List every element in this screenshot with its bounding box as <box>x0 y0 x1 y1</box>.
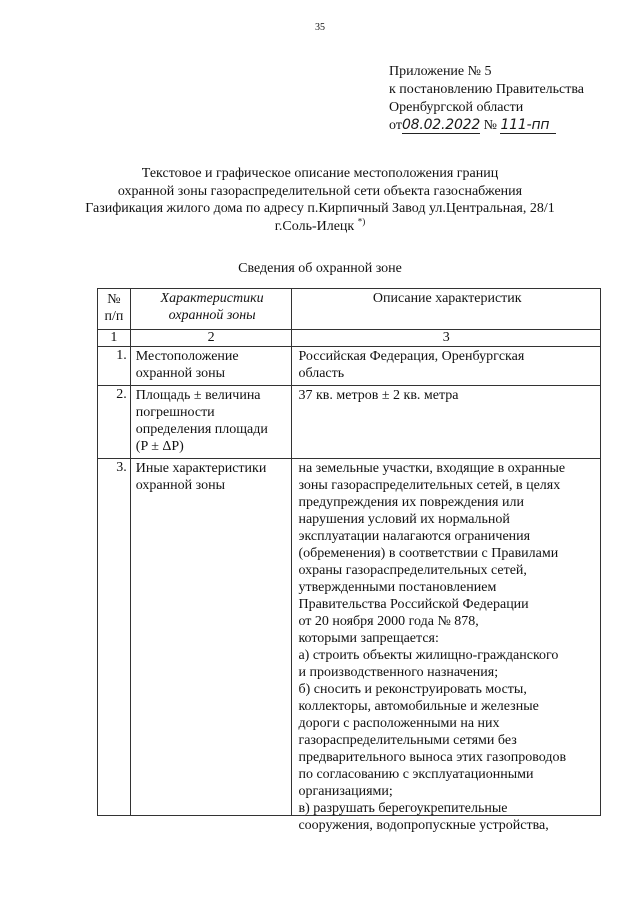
table-row <box>98 347 601 386</box>
date-prefix: от <box>389 118 402 133</box>
appendix-line-3: Оренбургской области <box>389 100 524 115</box>
row-characteristic: Иные характеристики охранной зоны <box>130 459 292 816</box>
number-prefix: № <box>483 118 497 133</box>
header-number: № п/п <box>98 289 131 330</box>
index-cell: 1 <box>98 330 131 347</box>
row-characteristic: Местоположение охранной зоны <box>130 347 292 386</box>
document-title <box>0 165 640 235</box>
handwritten-number: 111-пп <box>500 118 556 134</box>
row-number: 3. <box>98 459 131 816</box>
header-characteristics: Характеристики охранной зоны <box>130 289 292 330</box>
zone-info-table <box>97 288 601 833</box>
title-line-1: Текстовое и графическое описание местоположения границ <box>141 166 499 181</box>
row-number: 1. <box>98 347 131 386</box>
handwritten-date: 08.02.2022 <box>401 117 481 133</box>
row-characteristic: Площадь ± величина погрешности определения площади (P ± ΔP) <box>130 386 292 459</box>
table-row <box>98 386 601 459</box>
row-number: 2. <box>98 386 131 459</box>
row-description: 37 кв. метров ± 2 кв. метра <box>292 386 601 459</box>
appendix-block <box>389 63 584 135</box>
appendix-date-line <box>389 117 584 135</box>
table-index-row <box>98 330 601 347</box>
title-line-2: охранной зоны газораспределительной сети объекта газоснабжения <box>117 183 523 199</box>
footnote-mark: *) <box>357 215 366 226</box>
appendix-line-2: к постановлению Правительства <box>389 82 585 97</box>
header-description: Описание характеристик <box>292 289 601 330</box>
index-cell: 3 <box>292 330 601 347</box>
table-header-row <box>98 289 601 330</box>
page-number: 35 <box>315 22 325 33</box>
appendix-title: Приложение № 5 <box>389 64 492 79</box>
title-line-3: Газификация жилого дома по адресу п.Кирпичный Завод ул.Центральная, 28/1 <box>85 201 555 216</box>
section-title: Сведения об охранной зоне <box>238 261 402 276</box>
index-cell: 2 <box>130 330 292 347</box>
table-row <box>98 459 601 816</box>
title-city: г.Соль-Илецк <box>274 218 355 234</box>
title-line-4 <box>0 215 640 236</box>
row-description: Российская Федерация, Оренбургская область <box>292 347 601 386</box>
row-description: на земельные участки, входящие в охранные зоны газораспределительных сетей, в целях предупреждения их повреждения или нарушения условий их нормальной эксплуатации налагаются ограничения (обременения) в соответствии с Правилами охраны газораспределительных сетей, утвержденными постановлением Правительства Российской Федерации от 20 ноября 2000 года № 878, которыми запрещается: а) строить объекты жилищно-гражданского и производственного назначения; б) сносить и реконструировать мосты, коллекторы, автомобильные и железные дороги с расположенными на них газораспределительными сетями без предварительного выноса этих газопроводов по согласованию с эксплуатационными организациями; в) разрушать берегоукрепительные сооружения, водопропускные устройства, <box>292 459 601 816</box>
